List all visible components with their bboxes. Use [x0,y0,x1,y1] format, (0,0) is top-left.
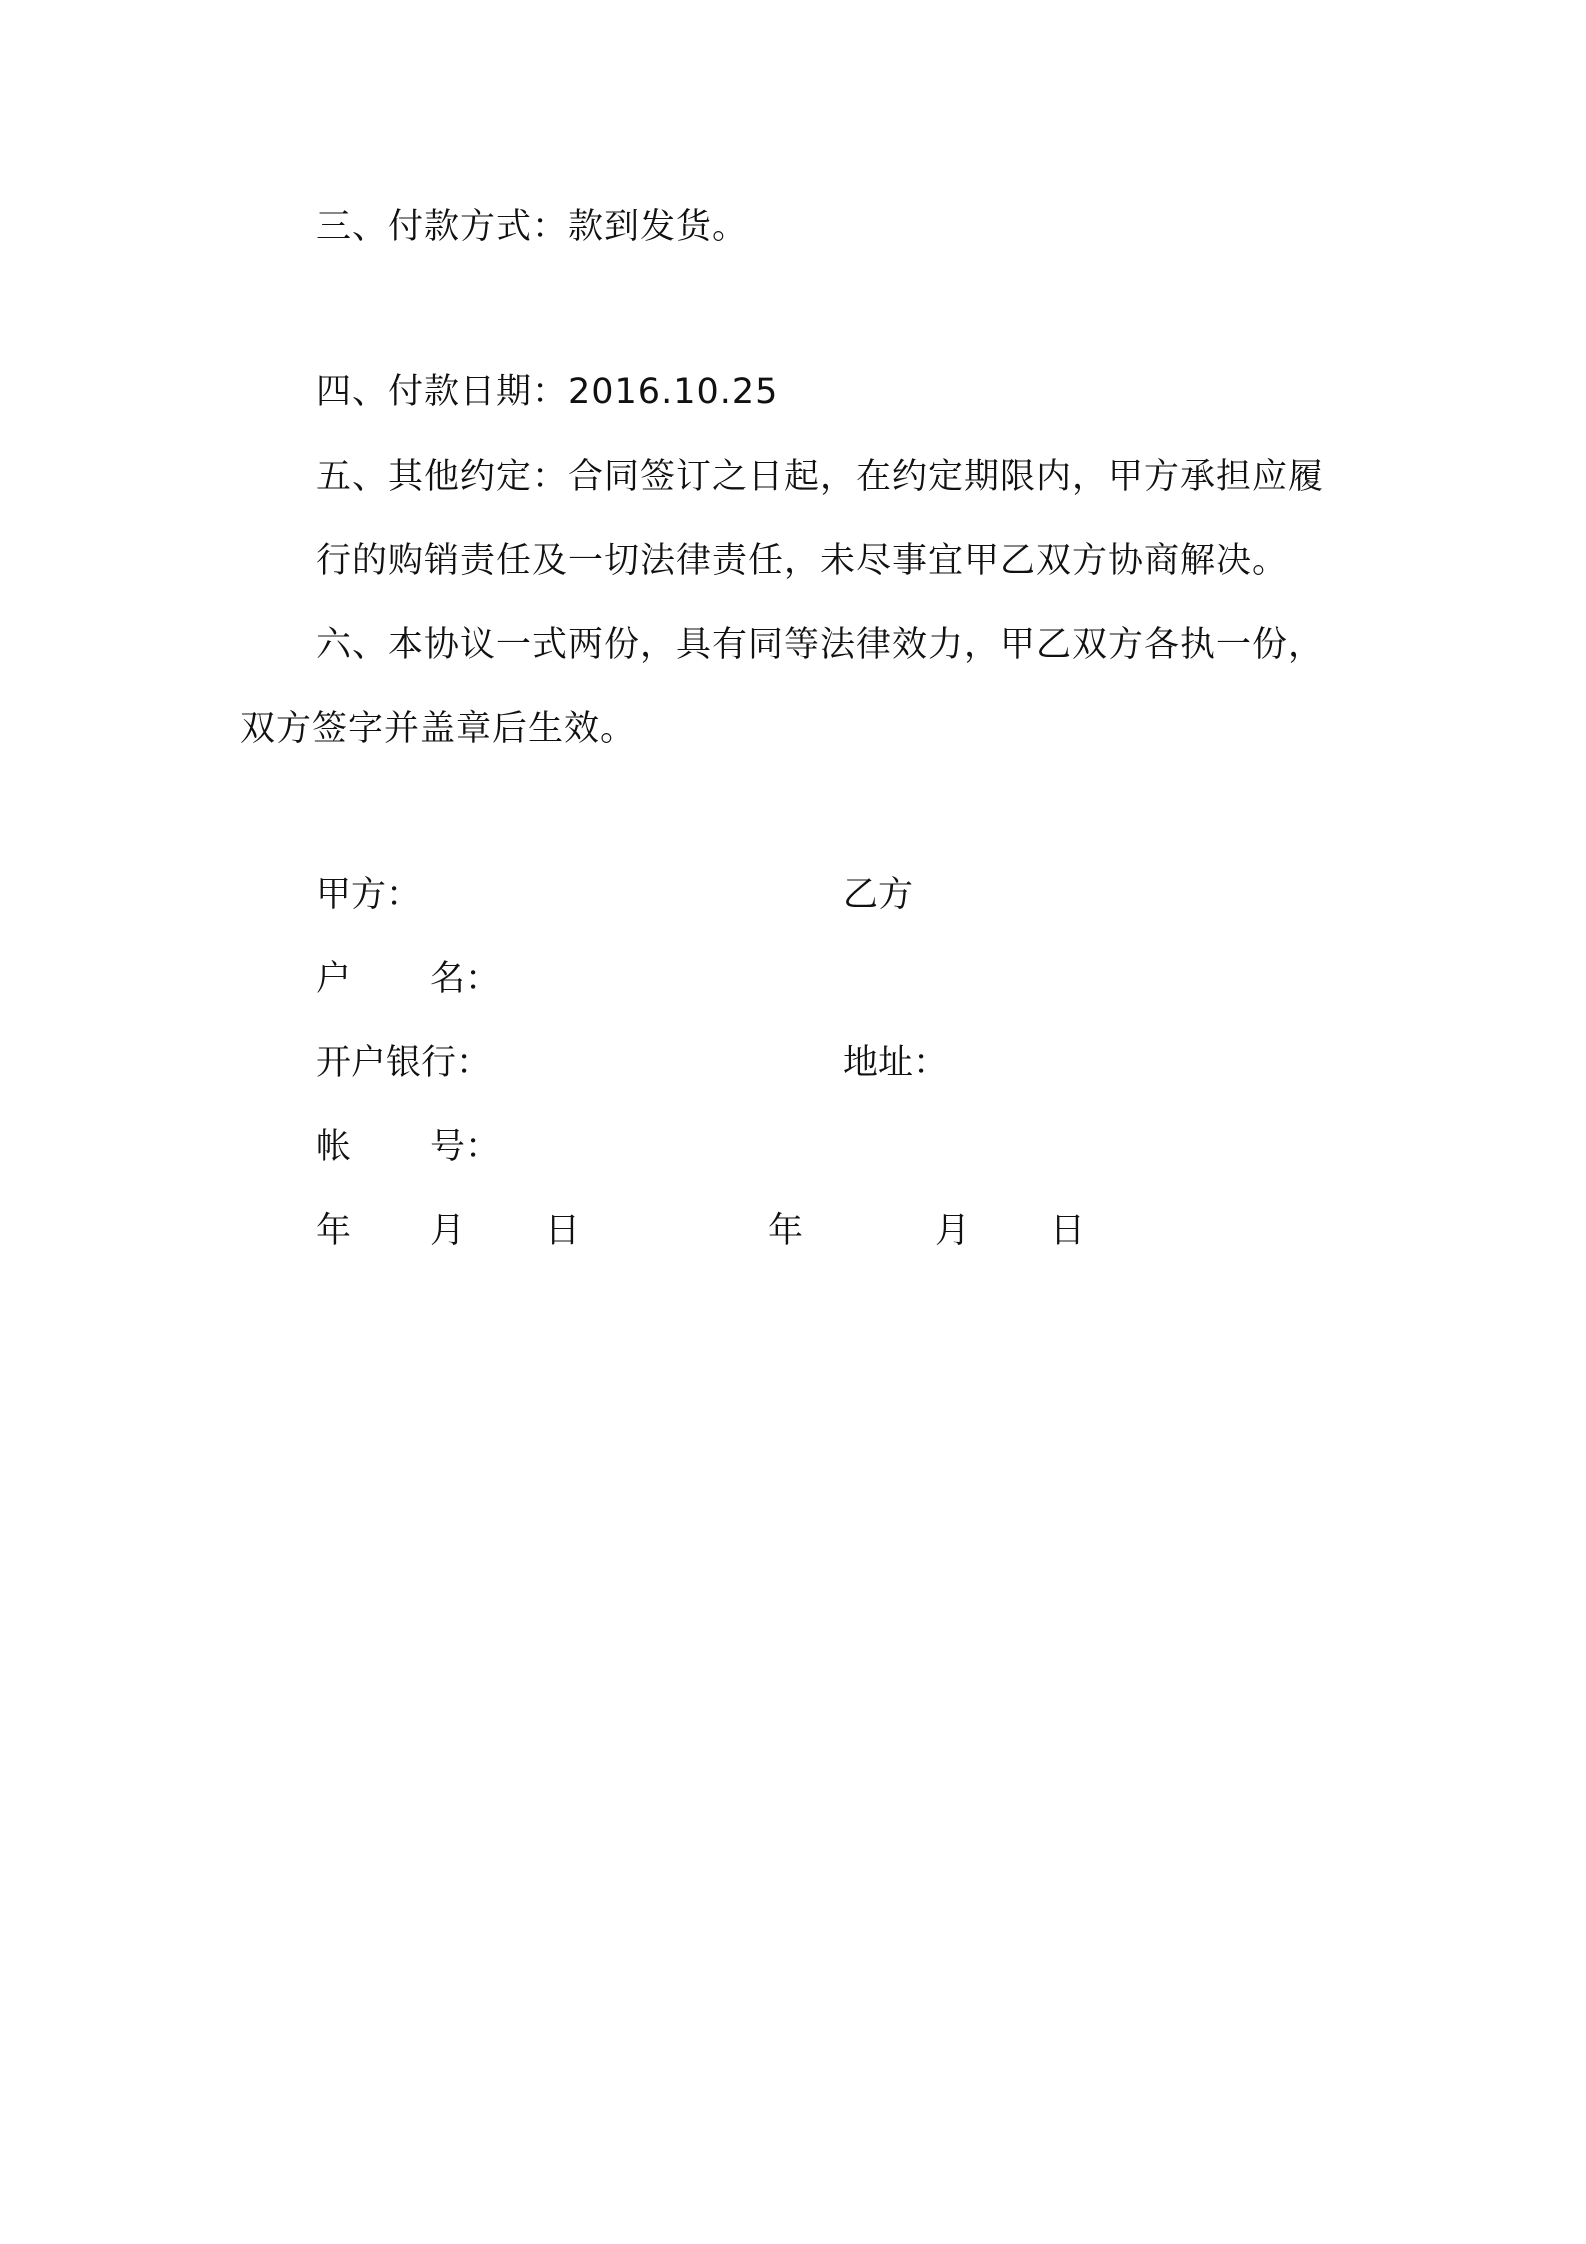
date-b-month: 月 [935,1211,971,1251]
date-a-day: 日 [545,1211,581,1251]
date-a-month: 月 [430,1211,466,1251]
date-b-year: 年 [768,1211,804,1251]
account-name-char2: 名： [430,959,501,999]
clause-copies-line2: 双方签字并盖章后生效。 [240,709,637,749]
clause-payment-date: 四、付款日期：2016.10.25 [316,372,779,412]
clause-payment-method: 三、付款方式：款到发货。 [316,207,749,247]
party-b-label: 乙方 [843,875,914,915]
address-label: 地址： [843,1043,949,1083]
date-b-day: 日 [1050,1211,1086,1251]
clause-other-terms-line2: 行的购销责任及一切法律责任，未尽事宜甲乙双方协商解决。 [316,541,1289,581]
party-a-label: 甲方： [316,875,422,915]
account-name-char1: 户 [316,959,352,999]
account-no-char1: 帐 [316,1127,352,1167]
account-no-char2: 号： [430,1127,501,1167]
bank-label: 开户银行： [316,1043,492,1083]
date-a-year: 年 [316,1211,352,1251]
clause-copies-line1: 六、本协议一式两份，具有同等法律效力，甲乙双方各执一份， [316,625,1325,665]
clause-other-terms-line1: 五、其他约定：合同签订之日起，在约定期限内，甲方承担应履 [316,457,1325,497]
